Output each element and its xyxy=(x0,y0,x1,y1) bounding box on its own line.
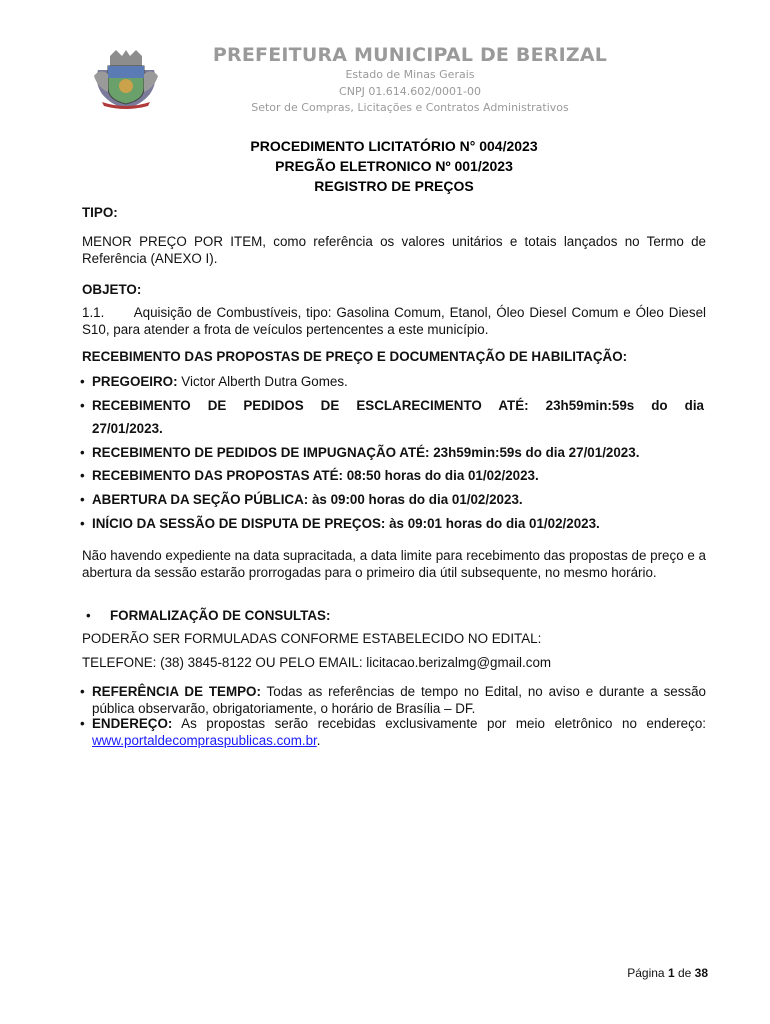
inicio-text: INÍCIO DA SESSÃO DE DISPUTA DE PREÇOS: às 09:01 horas do dia 01/02/2023. xyxy=(92,516,600,531)
bullet-icon: • xyxy=(80,445,85,460)
title-pregao: PREGÃO ELETRONICO Nº 001/2023 xyxy=(275,158,513,174)
list-item-inicio xyxy=(80,513,706,535)
header-sector: Setor de Compras, Licitações e Contratos Administrativos xyxy=(251,101,569,114)
header-cnpj: CNPJ 01.614.602/0001-00 xyxy=(339,85,481,98)
list-item-referencia xyxy=(80,684,706,717)
pregoeiro-label: PREGOEIRO: xyxy=(92,374,178,389)
bullet-icon: • xyxy=(80,684,85,699)
endereco-label: ENDEREÇO: xyxy=(92,716,173,731)
list-item-esclarecimento xyxy=(80,395,706,417)
tipo-text: MENOR PREÇO POR ITEM, como referência os valores unitários e totais lançados no Termo de Referência (ANEXO I). xyxy=(82,234,706,266)
bullet-icon: • xyxy=(80,492,85,507)
propostas-text: RECEBIMENTO DAS PROPOSTAS ATÉ: 08:50 horas do dia 01/02/2023. xyxy=(92,468,539,483)
consultas-line1: PODERÃO SER FORMULADAS CONFORME ESTABELECIDO NO EDITAL: xyxy=(82,631,542,646)
tipo-heading: TIPO: xyxy=(82,205,118,220)
title-procedimento: PROCEDIMENTO LICITATÓRIO N° 004/2023 xyxy=(250,138,538,154)
header-title: PREFEITURA MUNICIPAL DE BERIZAL xyxy=(212,44,608,66)
list-item-endereco xyxy=(80,716,706,749)
abertura-text: ABERTURA DA SEÇÃO PÚBLICA: às 09:00 horas do dia 01/02/2023. xyxy=(92,492,523,507)
portal-link[interactable]: www.portaldecompraspublicas.com.br xyxy=(92,732,317,748)
endereco-text: As propostas serão recebidas exclusivamente por meio eletrônico no endereço: xyxy=(172,716,706,731)
bullet-icon: • xyxy=(80,398,85,413)
esclarecimento-line1: RECEBIMENTO DE PEDIDOS DE ESCLARECIMENTO ATÉ: 23h59min:59s do dia xyxy=(92,398,704,413)
referencia-label: REFERÊNCIA DE TEMPO: xyxy=(92,684,261,699)
consultas-heading: FORMALIZAÇÃO DE CONSULTAS: xyxy=(110,608,331,623)
bullet-icon: • xyxy=(80,468,85,483)
list-item-esclarecimento-cont xyxy=(80,418,706,440)
esclarecimento-line2: 27/01/2023. xyxy=(92,421,163,436)
consultas-line2: TELEFONE: (38) 3845-8122 OU PELO EMAIL: licitacao.berizalmg@gmail.com xyxy=(82,655,552,670)
pregoeiro-value: Victor Alberth Dutra Gomes. xyxy=(177,374,348,389)
list-item-propostas xyxy=(80,465,706,487)
referencia-text: Todas as referências de tempo no Edital, no aviso e durante a sessão pública observarão, obrigatoriamente, o horário de Brasília – DF. xyxy=(92,684,706,716)
header-state: Estado de Minas Gerais xyxy=(345,68,475,81)
bullet-icon: • xyxy=(80,716,85,731)
nao-havendo-paragraph: Não havendo expediente na data supracitada, a data limite para recebimento das propostas de preço e a abertura da sessão estarão prorrogadas para o primeiro dia útil subsequente, no mesmo horário. xyxy=(82,548,706,580)
bullet-icon: • xyxy=(80,516,85,531)
page-number: Página 1 de 38 xyxy=(627,966,708,980)
list-item-consultas xyxy=(80,605,706,627)
list-item-abertura xyxy=(80,489,706,511)
title-registro: REGISTRO DE PREÇOS xyxy=(314,178,474,194)
recebimento-heading: RECEBIMENTO DAS PROPOSTAS DE PREÇO E DOCUMENTAÇÃO DE HABILITAÇÃO: xyxy=(82,349,628,364)
endereco-after: . xyxy=(316,732,321,748)
impugnacao-text: RECEBIMENTO DE PEDIDOS DE IMPUGNAÇÃO ATÉ: 23h59min:59s do dia 27/01/2023. xyxy=(92,445,640,460)
municipal-crest-icon xyxy=(92,48,160,110)
bullet-icon: • xyxy=(86,608,91,623)
list-item-impugnacao xyxy=(80,442,706,464)
objeto-heading: OBJETO: xyxy=(82,282,142,297)
objeto-text: 1.1. Aquisição de Combustíveis, tipo: Gasolina Comum, Etanol, Óleo Diesel Comum e Óleo Diesel S10, para atender a frota de veículos pertencentes a este município. xyxy=(82,305,706,337)
list-item-pregoeiro xyxy=(80,371,706,393)
bullet-icon: • xyxy=(80,374,85,389)
